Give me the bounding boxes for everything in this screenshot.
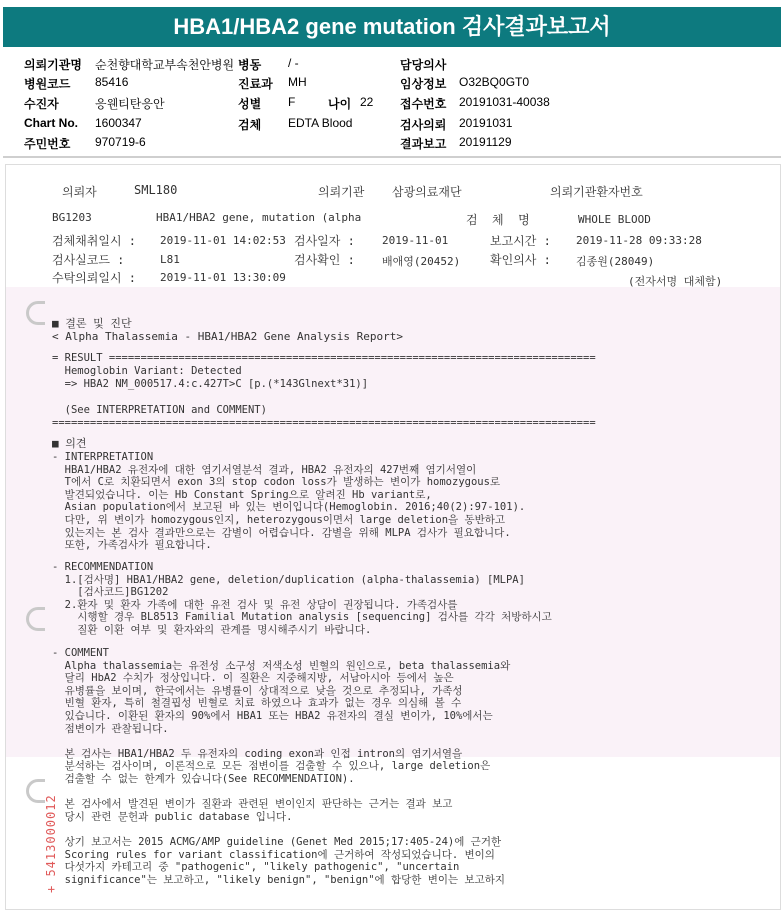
value-hospital-code: 85416 <box>95 75 129 89</box>
label-sex: 성별 <box>238 97 262 111</box>
specimen-value: WHOLE BLOOD <box>578 213 651 226</box>
collection-value: 2019-11-01 14:02:53 <box>160 234 286 247</box>
label-clinical-info: 임상정보 <box>400 77 447 91</box>
value-request-date: 20191031 <box>459 116 513 130</box>
value-institution: 순천향대학교부속천안병원 <box>95 58 235 72</box>
institution-patient-no-label: 의뢰기관환자번호 <box>550 185 643 199</box>
result-block: = RESULT ============================================================================= Hemoglobin Variant: Detected => HBA2 NM_000517.4:c.427T>C [p.(*143Glnext*31)] (See INTERPRETATION and COMMENT) ====================================================================================== <box>52 352 596 429</box>
label-hospital-code: 병원코드 <box>24 77 71 91</box>
document-stamp: + 5413000012 <box>44 794 58 893</box>
label-doctor: 담당의사 <box>400 58 447 72</box>
requester-label: 의뢰자 <box>62 185 97 199</box>
value-chart-no: 1600347 <box>95 116 142 130</box>
binder-ring-icon <box>26 301 45 325</box>
comment-block: - COMMENT Alpha thalassemia는 유전성 소구성 저색소성 빈혈의 원인으로, beta thalassemia와 달리 HbA2 수치가 정상입니다. 이 질환은 지중해지방, 서남아시아 등에서 높은 유병률을 보이며, 한국에서는 유병률이 상대적으로 낮을 것으로 추정되나, 가족성 빈혈 환자, 특히 철결핍성 빈혈로 치료 하였으나 효과가 없는 경우 의심해 볼 수 있습니다. 이환된 환자의 90%에서 HBA1 또는 HBA2 유전자의 결실 변이가, 10%에서는 점변이가 관찰됩니다. 본 검사는 HBA1/HBA2 두 유전자의 coding exon과 인접 intron의 염기서열을 분석하는 검사이며, 이론적으로 모든 점변이를 검출할 수 있으나, large deletion은 검출할 수 없는 한계가 있습니다(See RECOMMENDATION). 본 검사에서 발견된 변이가 질환과 관련된 변이인지 판단하는 근거는 결과 보고 당시 관련 문헌과 public database 입니다. 상기 보고서는 2015 ACMG/AMP guideline (Genet Med 2015;17:405-24)에 근거한 Scoring rules for variant classification에 근거하여 작성되었습니다. 변이의 다섯가지 카테고리 중 "pathogenic", "likely pathogenic", "uncertain significance"는 보고하고, "likely benign", "benign"에 합당한 변이는 보고하지 <box>52 647 511 886</box>
collection-label: 검체채취일시 : <box>52 234 137 248</box>
interpretation-block: - INTERPRETATION HBA1/HBA2 유전자에 대한 염기서열분석 결과, HBA2 유전자의 427번째 염기서열이 T에서 C로 치환되면서 exon 3의 stop codon loss가 발생하는 변이가 homozygous로 발견되었습니다. 이는 Hb Constant Spring으로 알려진 Hb variant로, Asian population에서 보고된 바 있는 변이입니다(Hemoglobin. 2016;40(2):97-101). 다만, 위 변이가 homozygous인지, heterozygous이면서 large deletion을 동반하고 있는지는 본 검사 결과만으로는 감별이 어렵습니다. 감별을 위해 MLPA 검사가 필요합니다. 또한, 가족검사가 필요합니다. <box>52 451 526 552</box>
value-patient: 응웬티탄응안 <box>95 97 165 111</box>
test-name: HBA1/HBA2 gene, mutation (alpha <box>156 211 362 224</box>
test-date-label: 검사일자 : <box>294 234 355 248</box>
institution-label: 의뢰기관 <box>318 185 365 199</box>
label-resident-no: 주민번호 <box>24 137 71 151</box>
label-report-date: 결과보고 <box>400 137 447 151</box>
value-specimen: EDTA Blood <box>288 116 353 130</box>
requester-code: SML180 <box>134 183 178 197</box>
scanned-report <box>5 164 781 910</box>
label-ward: 병동 <box>238 58 262 72</box>
specimen-label: 검 체 명 <box>466 213 530 227</box>
label-patient: 수진자 <box>24 97 59 111</box>
value-accession: 20191031-40038 <box>459 95 550 109</box>
label-request-date: 검사의뢰 <box>400 118 447 132</box>
recommendation-block: - RECOMMENDATION 1.[검사명] HBA1/HBA2 gene, deletion/duplication (alpha-thalassemia) [MLPA] [검사코드]BG1202 2.환자 및 환자 가족에 대한 유전 검사 및 유전 상담이 권장됩니다. 가족검사를 시행할 경우 BL8513 Familial Mutation analysis [sequencing] 검사를 각각 처방하시고 질환 이환 여부 및 환자와의 관계를 명시해주시기 바랍니다. <box>52 561 552 636</box>
label-institution: 의뢰기관명 <box>24 58 82 72</box>
patient-info-header <box>0 52 784 158</box>
confirm-doctor-label: 확인의사 : <box>490 253 551 267</box>
binder-ring-icon <box>26 607 45 631</box>
institution-name: 삼광의료재단 <box>392 185 462 199</box>
report-subtitle: < Alpha Thalassemia - HBA1/HBA2 Gene Analysis Report> <box>52 330 403 343</box>
label-accession: 접수번호 <box>400 97 447 111</box>
test-date-value: 2019-11-01 <box>382 234 449 247</box>
opinion-heading: ■ 의견 <box>52 437 87 450</box>
test-check-value: 배애영(20452) <box>382 255 461 268</box>
report-time-label: 보고시간 : <box>490 234 551 248</box>
lab-code-value: L81 <box>160 253 180 266</box>
value-age: 22 <box>360 95 374 109</box>
received-label: 수탁의뢰일시 : <box>52 271 137 285</box>
value-ward: / - <box>288 56 299 70</box>
value-department: MH <box>288 75 307 89</box>
value-resident-no: 970719-6 <box>95 135 146 149</box>
value-clinical-info: O32BQ0GT0 <box>459 75 530 89</box>
e-signature-note: (전자서명 대체함) <box>628 275 723 288</box>
label-specimen: 검체 <box>238 118 262 132</box>
value-sex: F <box>288 95 296 109</box>
confirm-doctor-value: 김종원(28049) <box>576 255 655 268</box>
label-chart-no: Chart No. <box>24 116 78 130</box>
header-divider <box>3 156 781 158</box>
test-code: BG1203 <box>52 211 92 224</box>
lab-code-label: 검사실코드 : <box>52 253 125 267</box>
report-time-value: 2019-11-28 09:33:28 <box>576 234 702 247</box>
binder-ring-icon <box>26 779 45 803</box>
conclusion-heading: ■ 결론 및 진단 <box>52 317 132 330</box>
label-department: 진료과 <box>238 77 273 91</box>
test-check-label: 검사확인 : <box>294 253 355 267</box>
value-report-date: 20191129 <box>459 135 512 149</box>
label-age: 나이 <box>328 97 352 111</box>
received-value: 2019-11-01 13:30:09 <box>160 271 286 284</box>
report-title: HBA1/HBA2 gene mutation 검사결과보고서 <box>3 7 781 47</box>
